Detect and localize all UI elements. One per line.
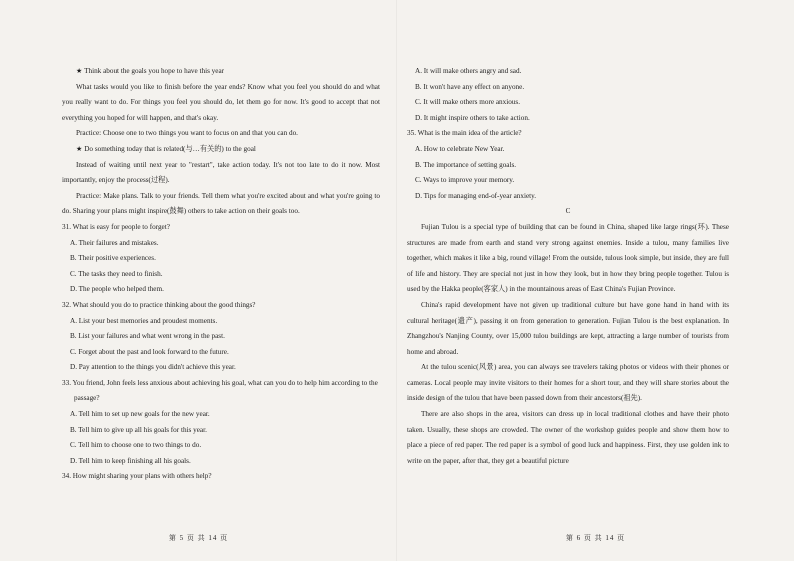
left-column bbox=[62, 64, 380, 485]
q31-option-d: D. The people who helped them. bbox=[70, 285, 164, 294]
q34-option-c: C. It will make others more anxious. bbox=[415, 98, 520, 107]
q33-option-c: C. Tell him to choose one to two things to do. bbox=[70, 441, 202, 450]
passage-c-paragraph-1: Fujian Tulou is a special type of building that can be found in China, shaped like large rings(环). These structures are made from earth and stand very strong against enemies. Inside a tulou, many families live together, which makes it like a big, round village! From the outside, tulous look simple, but inside, they are full of life and history. They are special not just in how they look, but in how they bring people together. Tulou is used by the Hakka people(客家人) in the mountainous areas of East China's Fujian Province. bbox=[407, 222, 729, 294]
q32-option-c: C. Forget about the past and look forward to the future. bbox=[70, 347, 229, 356]
question-35: 35. What is the main idea of the article? bbox=[407, 129, 522, 138]
page-number-left: 第 5 页 共 14 页 bbox=[168, 534, 229, 542]
q32-option-a: A. List your best memories and proudest moments. bbox=[70, 316, 218, 325]
paragraph-goals: What tasks would you like to finish before the year ends? Know what you feel you should do and what you really want to do. For things you feel you should do, let them go for now. It's good to accept that not everything you hoped for will happen, and that's okay. bbox=[62, 82, 380, 122]
right-column bbox=[407, 64, 729, 469]
heading-goals: ★ Think about the goals you hope to have this year bbox=[76, 67, 225, 75]
q35-option-a: A. How to celebrate New Year. bbox=[415, 144, 505, 153]
q31-option-c: C. The tasks they need to finish. bbox=[70, 269, 163, 278]
q34-option-a: A. It will make others angry and sad. bbox=[415, 67, 522, 75]
q31-option-b: B. Their positive experiences. bbox=[70, 254, 156, 263]
practice-2: Practice: Make plans. Talk to your friends. Tell them what you're excited about and what you're going to do. Sharing your plans might inspire(鼓舞) others to take action on their goals too. bbox=[62, 191, 380, 216]
question-33: 33. You friend, John feels less anxious about achieving his goal, what can you do to help him according to the passage? bbox=[62, 378, 378, 403]
q32-option-b: B. List your failures and what went wrong in the past. bbox=[70, 332, 225, 341]
question-31: 31. What is easy for people to forget? bbox=[62, 222, 170, 231]
q34-option-b: B. It won't have any effect on anyone. bbox=[415, 82, 525, 91]
q33-option-d: D. Tell him to keep finishing all his goals. bbox=[70, 456, 191, 465]
question-34: 34. How might sharing your plans with others help? bbox=[62, 472, 212, 481]
heading-today: ★ Do something today that is related(与…有关的) to the goal bbox=[76, 144, 256, 153]
passage-c-paragraph-4: There are also shops in the area, visitors can dress up in local traditional clothes and have their photo taken. Usually, these shops are crowded. The owner of the workshop guides people and show them how to place a piece of red paper. The red paper is a symbol of good luck and happiness. First, they use golden ink to write on the paper, after that, they get a beautiful picture bbox=[407, 410, 729, 465]
q35-option-b: B. The importance of setting goals. bbox=[415, 160, 517, 169]
q35-option-d: D. Tips for managing end-of-year anxiety. bbox=[415, 191, 537, 200]
q34-option-d: D. It might inspire others to take action. bbox=[415, 113, 530, 122]
q31-option-a: A. Their failures and mistakes. bbox=[70, 238, 159, 247]
q35-option-c: C. Ways to improve your memory. bbox=[415, 176, 515, 185]
q32-option-d: D. Pay attention to the things you didn't achieve this year. bbox=[70, 363, 236, 372]
q33-option-b: B. Tell him to give up all his goals for this year. bbox=[70, 425, 207, 434]
paragraph-today: Instead of waiting until next year to "restart", take action today. It's not too late to do it now. Most importantly, enjoy the process(过程). bbox=[62, 160, 380, 185]
section-heading-c: C bbox=[565, 207, 571, 216]
passage-c-paragraph-2: China's rapid development have not given up traditional culture but have gone hand in hand with its cultural heritage(遗产), passing it on from generation to generation. Fujian Tulou is the best explanation. In Zhangzhou's Nanjing County, over 15,000 tulou buildings are kept, attracting a large number of tourists from home and abroad. bbox=[407, 300, 729, 356]
passage-c-paragraph-3: At the tulou scenic(风景) area, you can always see travelers taking photos or videos with their phones or cameras. Local people may invite visitors to their homes for a short tour, and they will share stories about the inside design of the tulou that have been passed down from their ancestors(祖先). bbox=[407, 363, 729, 403]
right-page bbox=[397, 0, 794, 561]
question-32: 32. What should you do to practice thinking about the good things? bbox=[62, 300, 256, 309]
practice-1: Practice: Choose one to two things you want to focus on and that you can do. bbox=[76, 129, 298, 138]
q33-option-a: A. Tell him to set up new goals for the new year. bbox=[70, 410, 210, 419]
page-number-right: 第 6 页 共 14 页 bbox=[565, 534, 626, 542]
